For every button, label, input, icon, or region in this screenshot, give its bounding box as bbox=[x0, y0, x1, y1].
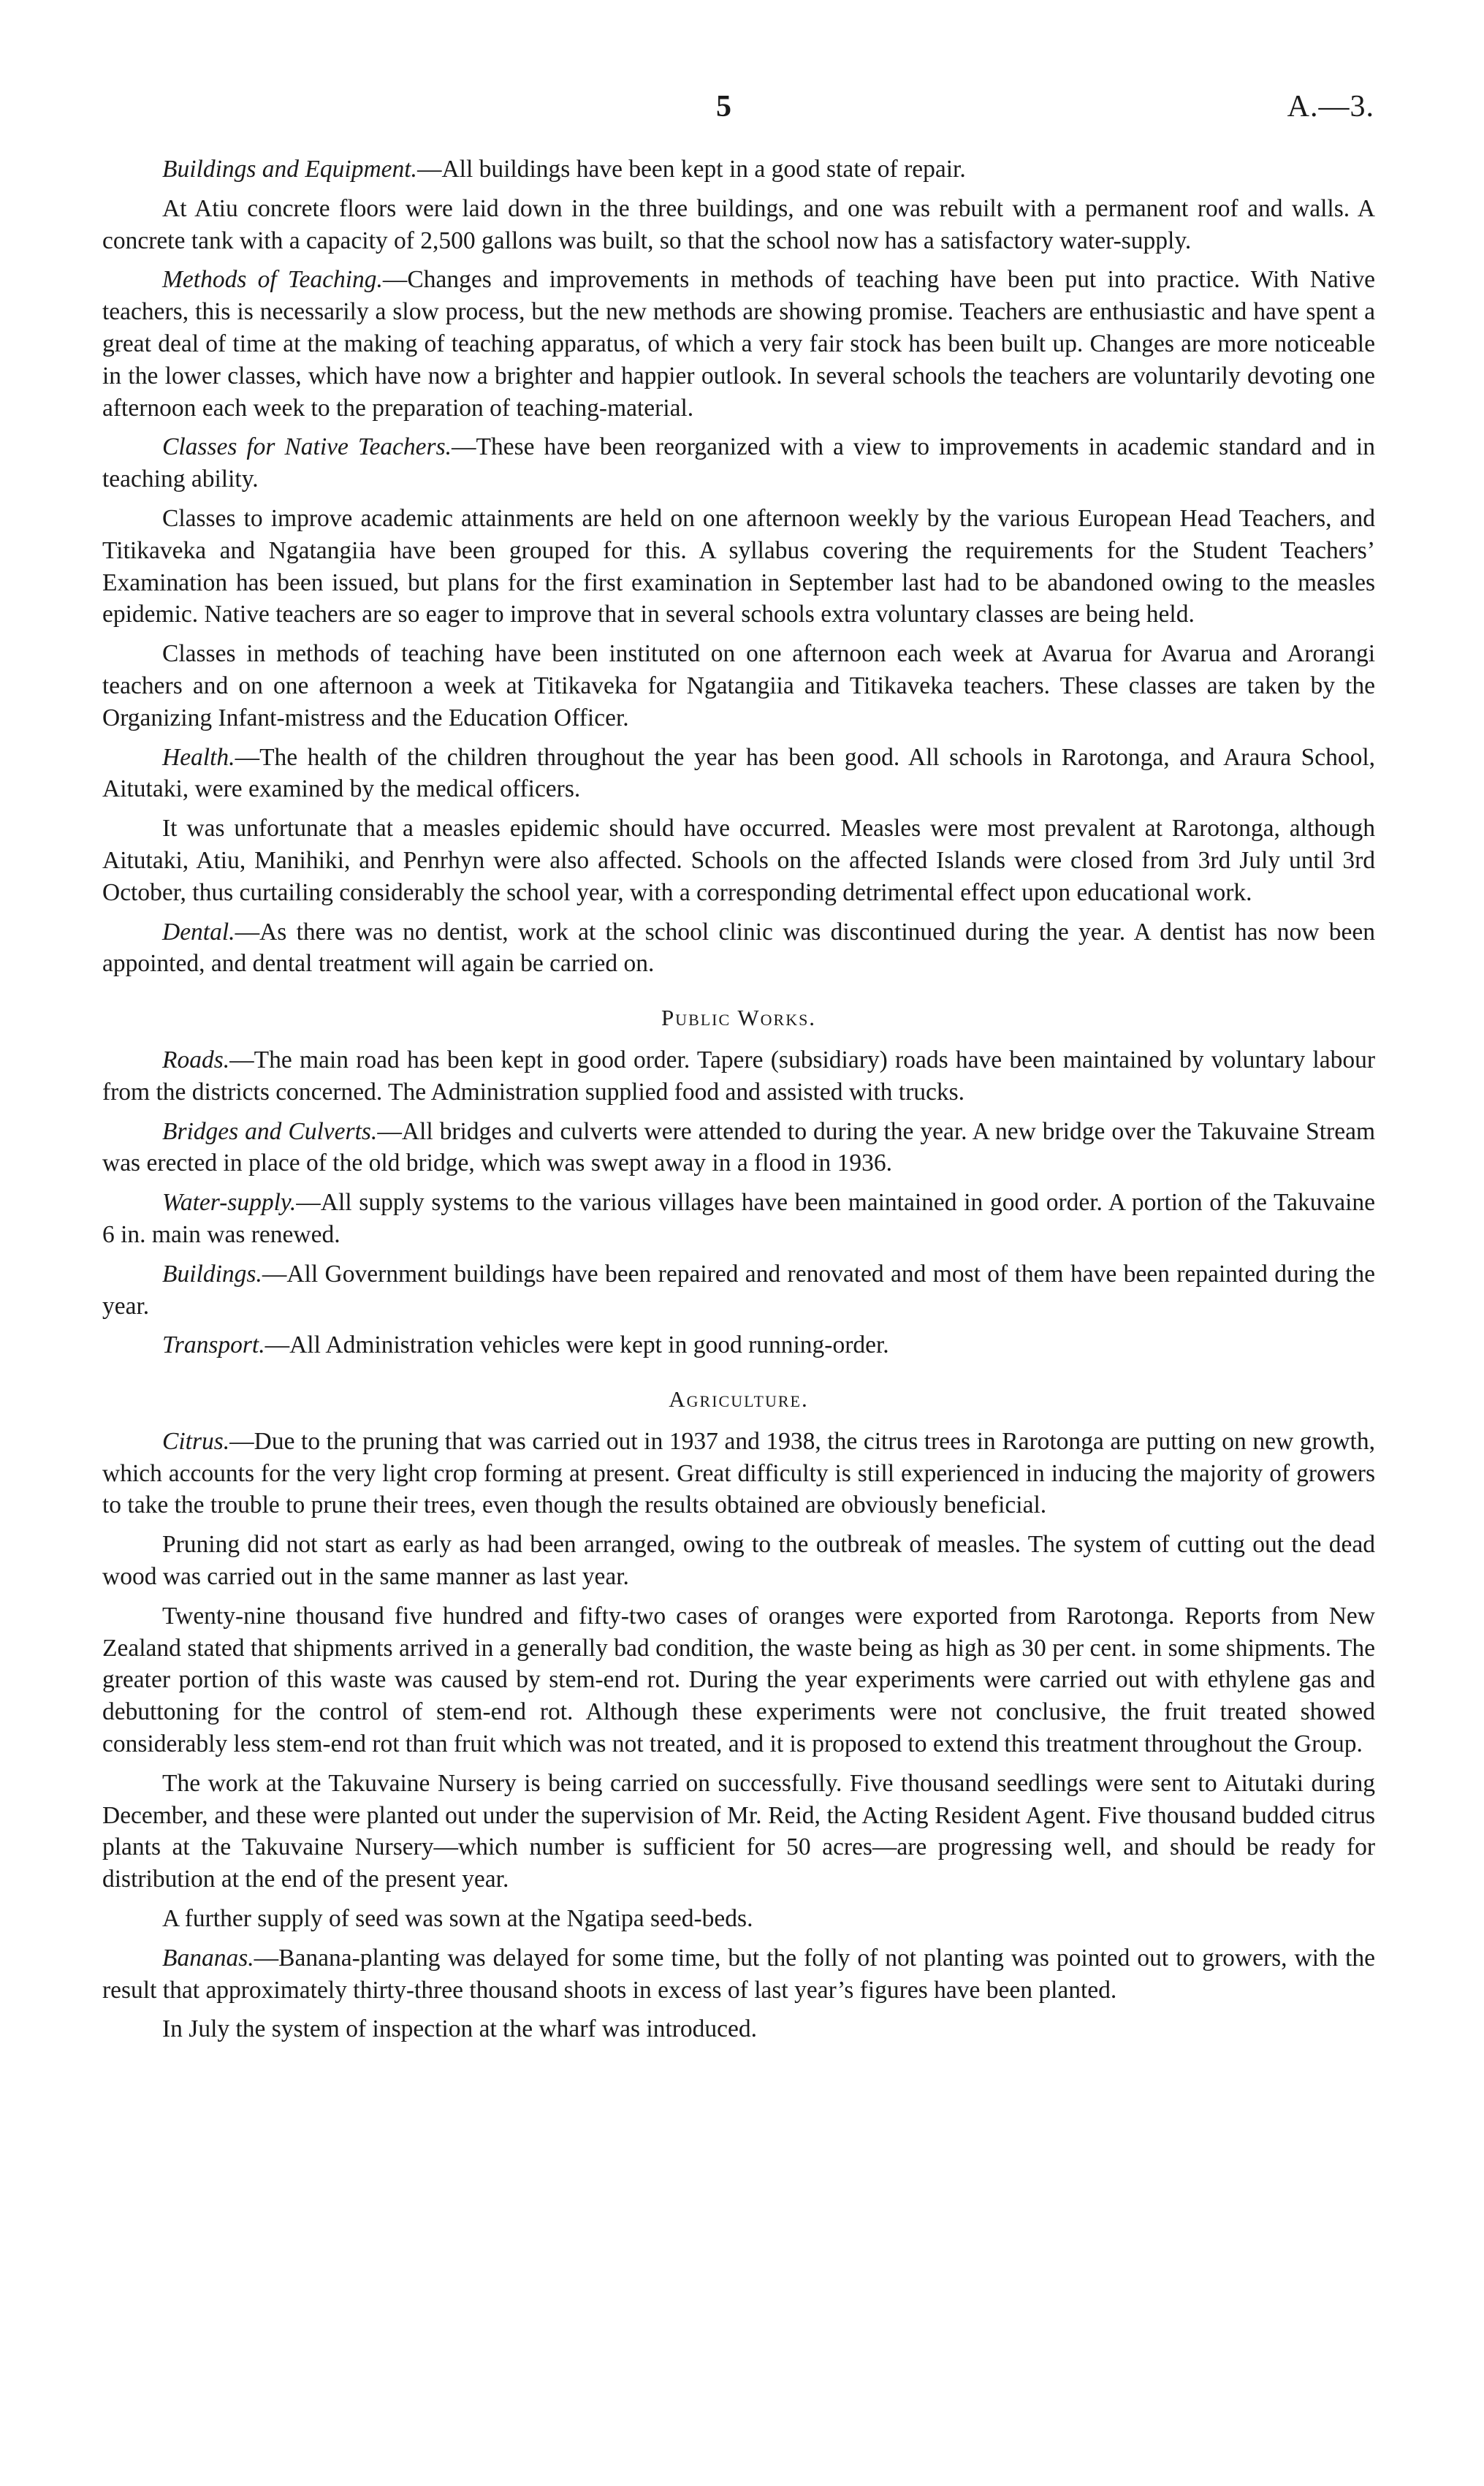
paragraph bbox=[102, 1529, 1375, 1593]
paragraph bbox=[102, 2013, 1375, 2045]
paragraph-text: It was unfortunate that a measles epidemic should have occurred. Measles were most prevalent at Rarotonga, although Aitutaki, Atiu, Manihiki, and Penrhyn were also affected. Schools on the affected Islands were closed from 3rd July until 3rd October, thus curtailing considerably the school year, with a corresponding detrimental effect upon educational work. bbox=[102, 815, 1375, 906]
agriculture-section bbox=[102, 1426, 1375, 2045]
paragraph-text: —The main road has been kept in good order. Tapere (subsidiary) roads have been maintained by voluntary labour from the districts concerned. The Administration supplied food and assisted with trucks. bbox=[102, 1046, 1375, 1106]
paragraph-text: At Atiu concrete floors were laid down in the three buildings, and one was rebuilt with a permanent roof and walls. A concrete tank with a capacity of 2,500 gallons was built, so that the school now has a satisfactory water-supply. bbox=[102, 194, 1375, 254]
paragraph bbox=[102, 1426, 1375, 1521]
paragraph-lead: Methods of Teaching. bbox=[162, 266, 383, 294]
paragraph bbox=[102, 1942, 1375, 2007]
paragraph bbox=[102, 153, 1375, 186]
paragraph bbox=[102, 1187, 1375, 1251]
paragraph bbox=[102, 1258, 1375, 1323]
paragraph bbox=[102, 1903, 1375, 1935]
paragraph bbox=[102, 1768, 1375, 1896]
education-section bbox=[102, 153, 1375, 980]
paragraph-text: —The health of the children throughout the year has been good. All schools in Rarotonga, and Araura School, Aitutaki, were examined by the medical officers. bbox=[102, 743, 1375, 803]
agriculture-heading: Agriculture. bbox=[669, 1386, 809, 1413]
paragraph-text: —All Government buildings have been repaired and renovated and most of them have been repainted during the year. bbox=[102, 1260, 1375, 1320]
paragraph-text: —These have been reorganized with a view to improvements in academic standard and in teaching ability. bbox=[102, 433, 1375, 493]
paragraph-lead: Dental. bbox=[162, 918, 235, 946]
paragraph bbox=[102, 1329, 1375, 1361]
page-body bbox=[102, 153, 1375, 2053]
paragraph-text: Pruning did not start as early as had been arranged, owing to the outbreak of measles. The system of cutting out the dead wood was carried out in the same manner as last year. bbox=[102, 1531, 1375, 1591]
paragraph-text: —All Administration vehicles were kept in good running-order. bbox=[265, 1331, 889, 1359]
paragraph-lead: Buildings and Equipment. bbox=[162, 156, 417, 183]
paragraph-lead: Bridges and Culverts. bbox=[162, 1117, 378, 1145]
paragraph bbox=[102, 264, 1375, 424]
page-number: 5 bbox=[716, 90, 732, 123]
paragraph bbox=[102, 742, 1375, 806]
paragraph-lead: Roads. bbox=[162, 1046, 230, 1073]
paragraph bbox=[102, 1044, 1375, 1109]
paragraph-text: —All supply systems to the various villages have been maintained in good order. A portion of the Takuvaine 6 in. main was renewed. bbox=[102, 1189, 1375, 1248]
paragraph bbox=[102, 1600, 1375, 1760]
paragraph-text: —Banana-planting was delayed for some time, but the folly of not planting was pointed out to growers, with the result that approximately thirty-three thousand shoots in excess of last year’s figures have been planted. bbox=[102, 1944, 1375, 2004]
paragraph-lead: Transport. bbox=[162, 1331, 265, 1359]
paragraph-text: In July the system of inspection at the wharf was introduced. bbox=[162, 2015, 758, 2043]
paragraph-text: Classes in methods of teaching have been instituted on one afternoon each week at Avarua for Avarua and Arorangi teachers and on one afternoon a week at Titikaveka for Ngatangiia and Titikaveka teachers. These classes are taken by the Organizing Infant-mistress and the Education Officer. bbox=[102, 640, 1375, 731]
paragraph bbox=[102, 1116, 1375, 1180]
paragraph-text: —As there was no dentist, work at the school clinic was discontinued during the year. A dentist has now been appointed, and dental treatment will again be carried on. bbox=[102, 918, 1375, 978]
paragraph-lead: Health. bbox=[162, 743, 235, 771]
paragraph bbox=[102, 813, 1375, 908]
paragraph bbox=[102, 193, 1375, 257]
public-works-section bbox=[102, 1044, 1375, 1361]
paragraph-lead: Water-supply. bbox=[162, 1189, 297, 1217]
paragraph-text: A further supply of seed was sown at the Ngatipa seed-beds. bbox=[162, 1905, 753, 1933]
paragraph bbox=[102, 503, 1375, 631]
paragraph-lead: Buildings. bbox=[162, 1260, 262, 1288]
paragraph bbox=[102, 431, 1375, 495]
paragraph bbox=[102, 638, 1375, 734]
public-works-heading: Public Works. bbox=[661, 1005, 817, 1031]
paragraph-lead: Classes for Native Teachers. bbox=[162, 433, 452, 461]
paragraph-text: —All bridges and culverts were attended to during the year. A new bridge over the Takuvaine Stream was erected in place of the old bridge, which was swept away in a flood in 1936. bbox=[102, 1117, 1376, 1177]
paragraph-text: Classes to improve academic attainments are held on one afternoon weekly by the various European Head Teachers, and Titikaveka and Ngatangiia have been grouped for this. A syllabus covering the requirements for the Student Teachers’ Examination has been issued, but plans for the first examination in September last had to be abandoned owing to the measles epidemic. Native teachers are so eager to improve that in several schools extra voluntary classes are being held. bbox=[102, 504, 1375, 628]
document-reference: A.—3. bbox=[1287, 90, 1374, 123]
paragraph-text: The work at the Takuvaine Nursery is being carried on successfully. Five thousand seedlings were sent to Aitutaki during December, and these were planted out under the supervision of Mr. Reid, the Acting Resident Agent. Five thousand budded citrus plants at the Takuvaine Nursery—which number is sufficient for 50 acres—are progressing well, and should be ready for distribution at the end of the present year. bbox=[102, 1769, 1375, 1893]
paragraph-text: —All buildings have been kept in a good state of repair. bbox=[416, 156, 966, 183]
paragraph-lead: Bananas. bbox=[162, 1944, 254, 1972]
paragraph-text: —Changes and improvements in methods of teaching have been put into practice. With Native teachers, this is necessarily a slow process, but the new methods are showing promise. Teachers are enthusiastic and have spent a great deal of time at the making of teaching apparatus, of which a very fair stock has been built up. Changes are more noticeable in the lower classes, which have now a brighter and happier outlook. In several schools the teachers are voluntarily devoting one afternoon each week to the preparation of teaching-material. bbox=[102, 266, 1375, 422]
paragraph-text: Twenty-nine thousand five hundred and fifty-two cases of oranges were exported from Rarotonga. Reports from New Zealand stated that shipments arrived in a generally bad condition, the waste being as high as 30 per cent. in some shipments. The greater portion of this waste was caused by stem-end rot. During the year experiments were carried out with ethylene gas and debuttoning for the control of stem-end rot. Although these experiments were not conclusive, the fruit treated showed considerably less stem-end rot than fruit which was not treated, and it is proposed to extend this treatment throughout the Group. bbox=[102, 1602, 1375, 1758]
paragraph bbox=[102, 916, 1375, 981]
paragraph-lead: Citrus. bbox=[162, 1427, 230, 1455]
paragraph-text: —Due to the pruning that was carried out in 1937 and 1938, the citrus trees in Rarotonga are putting on new growth, which accounts for the very light crop forming at present. Great difficulty is still experienced in inducing the majority of growers to take the trouble to prune their trees, even though the results obtained are obviously beneficial. bbox=[102, 1427, 1375, 1519]
